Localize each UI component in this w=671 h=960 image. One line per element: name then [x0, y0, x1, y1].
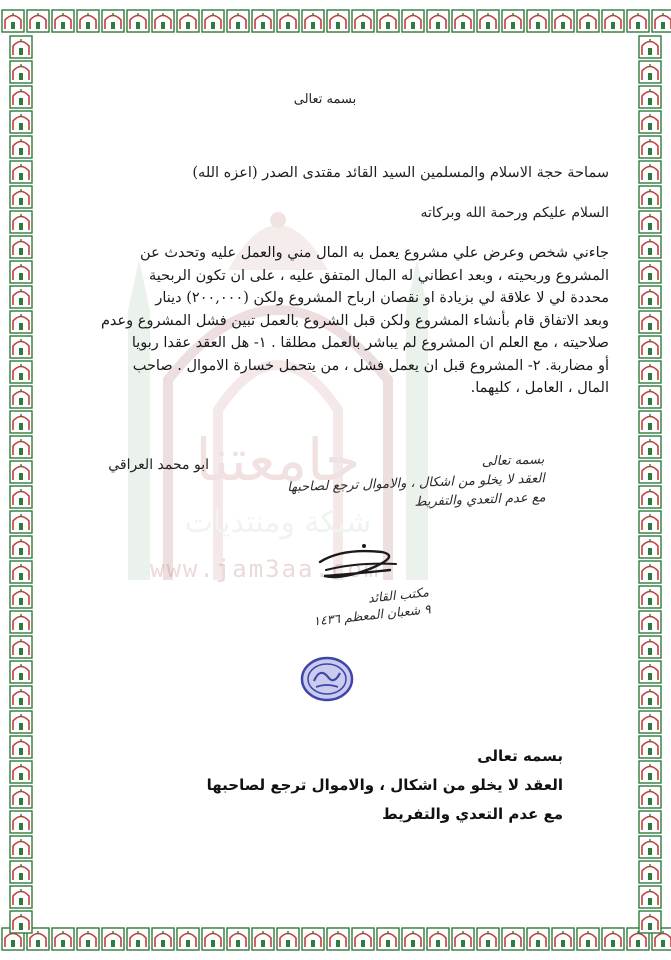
handwritten-line: العقد لا يخلو من اشكال ، والاموال ترجع لصاحبها	[287, 471, 546, 496]
body-line: أو مضاربة. ٢- المشروع قبل ان يعمل فشل ، من يتحمل خسارة الاموال . صاحب	[132, 357, 609, 374]
decorative-border-bottom	[0, 916, 671, 960]
body-line: المشروع وربحيته ، وبعد اعطاني له المال المتفق عليه ، على ان تكون الربحية	[149, 267, 609, 284]
letter-address: سماحة حجة الاسلام والمسلمين السيد القائد مقتدى الصدر (اعزه الله)	[192, 165, 609, 181]
office-name: مكتب القائد	[367, 584, 430, 606]
reply-line: العقد لا يخلو من اشكال ، والاموال ترجع لصاحبها	[206, 776, 563, 794]
svg-text:جامعتنا: جامعتنا	[195, 426, 361, 494]
sender-name: ابو محمد العراقي	[108, 457, 209, 473]
official-seal-icon	[300, 655, 354, 703]
body-line: محددة لي لا علاقة لي بزيادة او نقصان ارباح المشروع ولكن (٢٠٠,٠٠٠) دينار	[155, 290, 609, 306]
signature-scribble-icon	[312, 540, 402, 590]
decorative-border-right	[627, 0, 671, 960]
reply-line: بسمه تعالى	[477, 747, 563, 765]
handwritten-reply	[274, 450, 546, 516]
handwritten-line: بسمه تعالى	[481, 452, 545, 470]
letter-body	[74, 242, 609, 400]
basmala-heading: بسمه تعالى	[293, 92, 357, 107]
reply-transcription	[143, 742, 563, 829]
body-line: وبعد الاتفاق قام بأنشاء المشروع ولكن قبل الشروع بالعمل تبين فشل المشروع وعدم	[100, 312, 609, 329]
handwritten-line: مع عدم التعدي والتفريط	[414, 490, 546, 510]
body-line: صلاحيته ، مع العلم ان المشروع لم يباشر بالعمل مطلقا . ١- هل العقد عقدا ربويا	[131, 335, 609, 351]
body-line: جاءني شخص وعرض علي مشروع يعمل به المال مني والعمل عليه وتحدث عن	[140, 245, 609, 261]
body-line: المال ، العامل ، كليهما.	[470, 380, 609, 396]
letter-greeting: السلام عليكم ورحمة الله وبركاته	[420, 205, 609, 221]
decorative-border-left	[0, 0, 44, 960]
svg-text:شبكة ومنتديات: شبكة ومنتديات	[184, 505, 372, 540]
reply-date: ٩ شعبان المعظم ١٤٣٦	[312, 601, 432, 629]
decorative-border-top	[0, 0, 671, 44]
watermark-url: www.jam3aa.com	[150, 555, 381, 583]
reply-line: مع عدم التعدي والتفريط	[382, 805, 563, 823]
